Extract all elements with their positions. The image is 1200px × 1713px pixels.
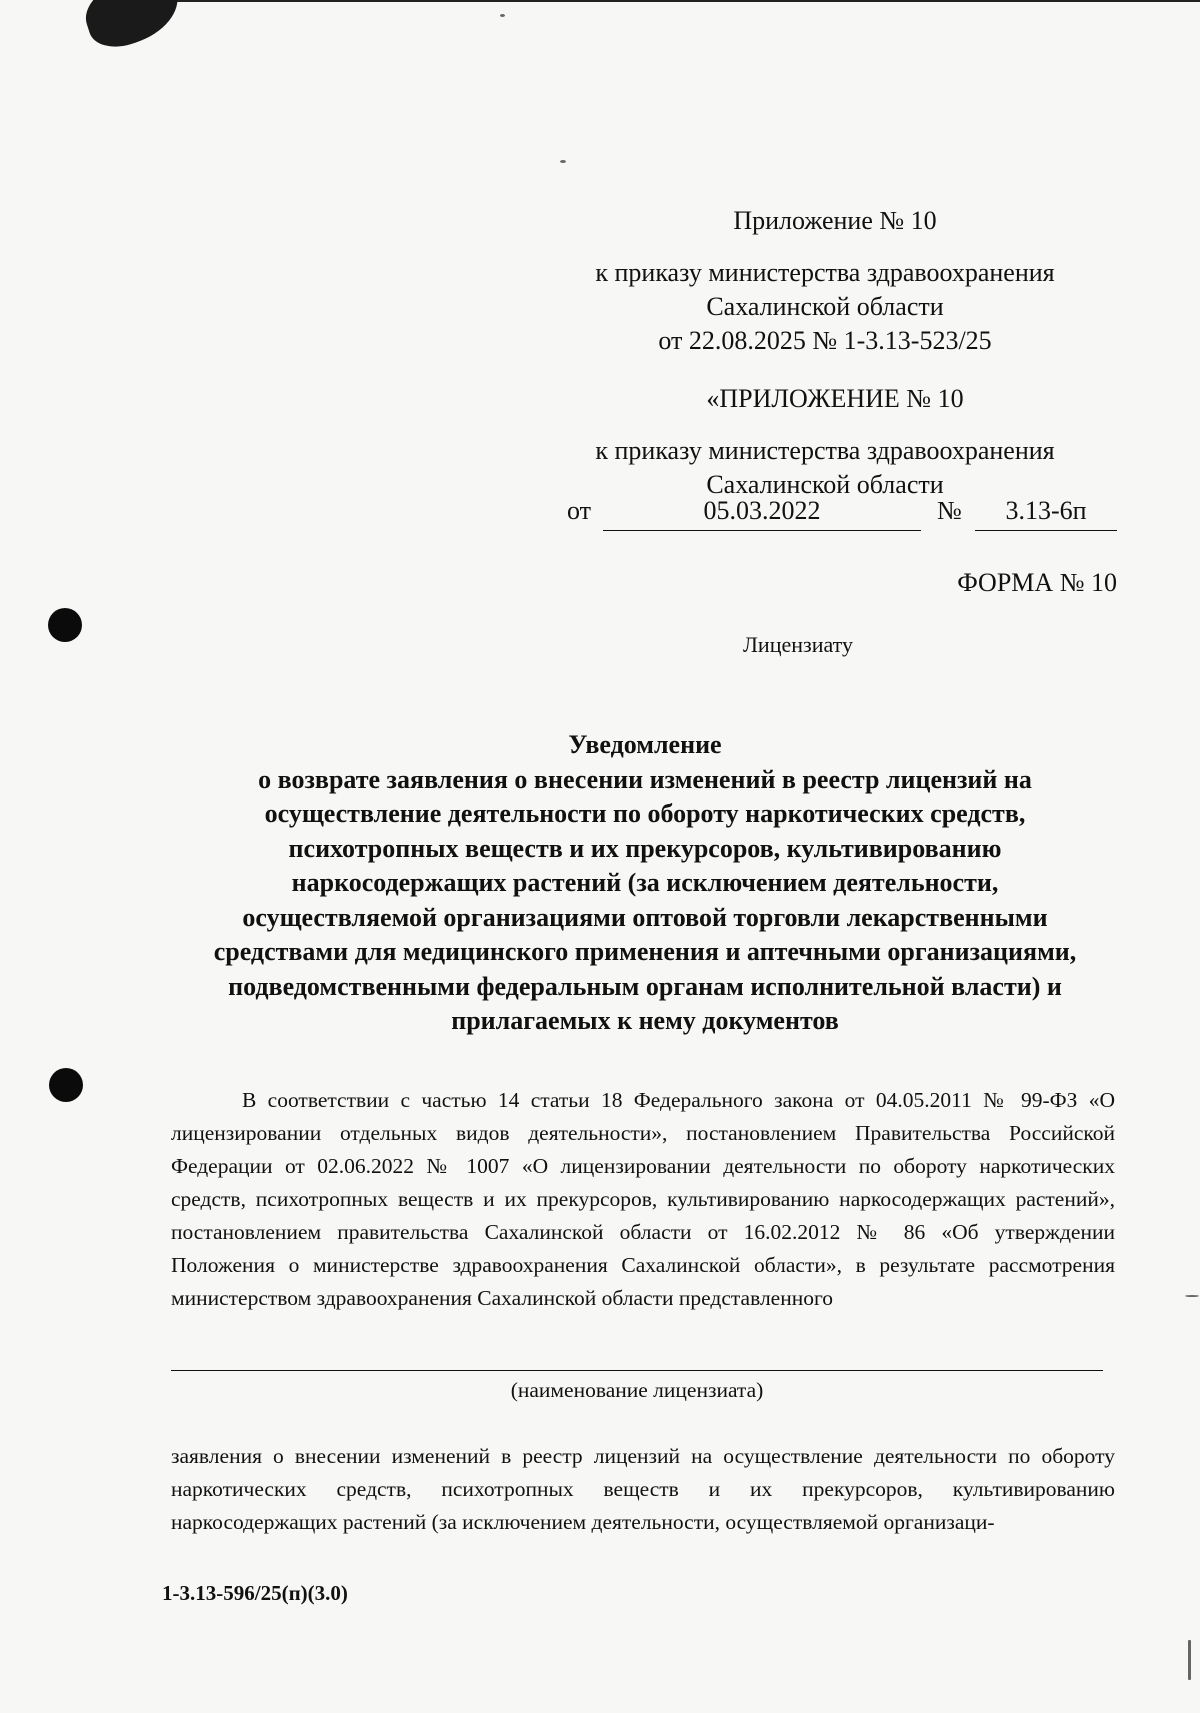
- appendix-label: Приложение № 10: [733, 206, 937, 235]
- addressee: Лицензиату: [743, 632, 853, 657]
- licensee-name-caption: (наименование лицензиата): [510, 1378, 764, 1402]
- scan-speck: [500, 14, 505, 17]
- title-line: наркосодержащих растений (за исключением деятельности,: [291, 868, 999, 897]
- appendix-label-quoted: «ПРИЛОЖЕНИЕ № 10: [706, 384, 964, 413]
- scan-speck: [1188, 1640, 1191, 1680]
- title-line: Уведомление: [568, 730, 722, 759]
- order-line: Сахалинской области: [706, 292, 944, 321]
- scan-ink-blot: [78, 0, 188, 55]
- order-number: 3.13-6п: [975, 494, 1117, 531]
- title-line: о возврате заявления о внесении изменений в реестр лицензий на: [258, 764, 1032, 794]
- licensee-name-line: [171, 1370, 1103, 1371]
- order-line: к приказу министерства здравоохранения: [595, 258, 1055, 287]
- document-title: [110, 728, 1180, 1039]
- order-line: к приказу министерства здравоохранения: [595, 436, 1055, 465]
- title-line: осуществление деятельности по обороту наркотических средств,: [264, 799, 1026, 828]
- title-line: прилагаемых к нему документов: [451, 1006, 839, 1035]
- punch-hole: [49, 1068, 83, 1102]
- scan-speck: [560, 160, 566, 163]
- document-registration-number: 1-3.13-596/25(п)(3.0): [162, 1581, 348, 1605]
- number-label: №: [937, 496, 962, 525]
- body-paragraph: заявления о внесении изменений в реестр лицензий на осуществление деятельности по обороту наркотических средств, психотропных веществ и их прекурсоров, культивированию наркосодержащих растений (за исключением деятельности, осуществляемой организаци-: [171, 1444, 1115, 1534]
- title-line: психотропных веществ и их прекурсоров, культивированию: [288, 833, 1002, 863]
- from-label: от: [567, 496, 592, 525]
- scan-edge-line: [140, 0, 1200, 2]
- scan-speck: [1185, 1295, 1199, 1297]
- order-line: Сахалинской области: [706, 470, 944, 499]
- punch-hole: [48, 608, 82, 642]
- title-line: подведомственными федеральным органам исполнительной власти) и: [228, 971, 1062, 1001]
- order-date: 05.03.2022: [603, 494, 921, 531]
- order-reference: [555, 256, 1095, 358]
- body-paragraph: В соответствии с частью 14 статьи 18 Федерального закона от 04.05.2011 № 99-ФЗ «О лицензировании отдельных видов деятельности», постановлением Правительства Российской Федерации от 02.06.2022 № 1007 «О лицензировании деятельности по обороту наркотических средств, психотропных веществ и их прекурсоров, культивированию наркосодержащих растений», постановлением правительства Сахалинской области от 16.02.2012 № 86 «Об утверждении Положения о министерстве здравоохранения Сахалинской области», в результате рассмотрения министерством здравоохранения Сахалинской области представленного: [171, 1088, 1115, 1310]
- order-date-number-row: [567, 494, 1117, 534]
- form-number: ФОРМА № 10: [957, 568, 1117, 597]
- order-line: от 22.08.2025 № 1-3.13-523/25: [658, 326, 992, 355]
- title-line: средствами для медицинского применения и аптечными организациями,: [213, 937, 1077, 966]
- order-reference-2: [555, 434, 1095, 502]
- title-line: осуществляемой организациями оптовой торговли лекарственными: [242, 902, 1048, 932]
